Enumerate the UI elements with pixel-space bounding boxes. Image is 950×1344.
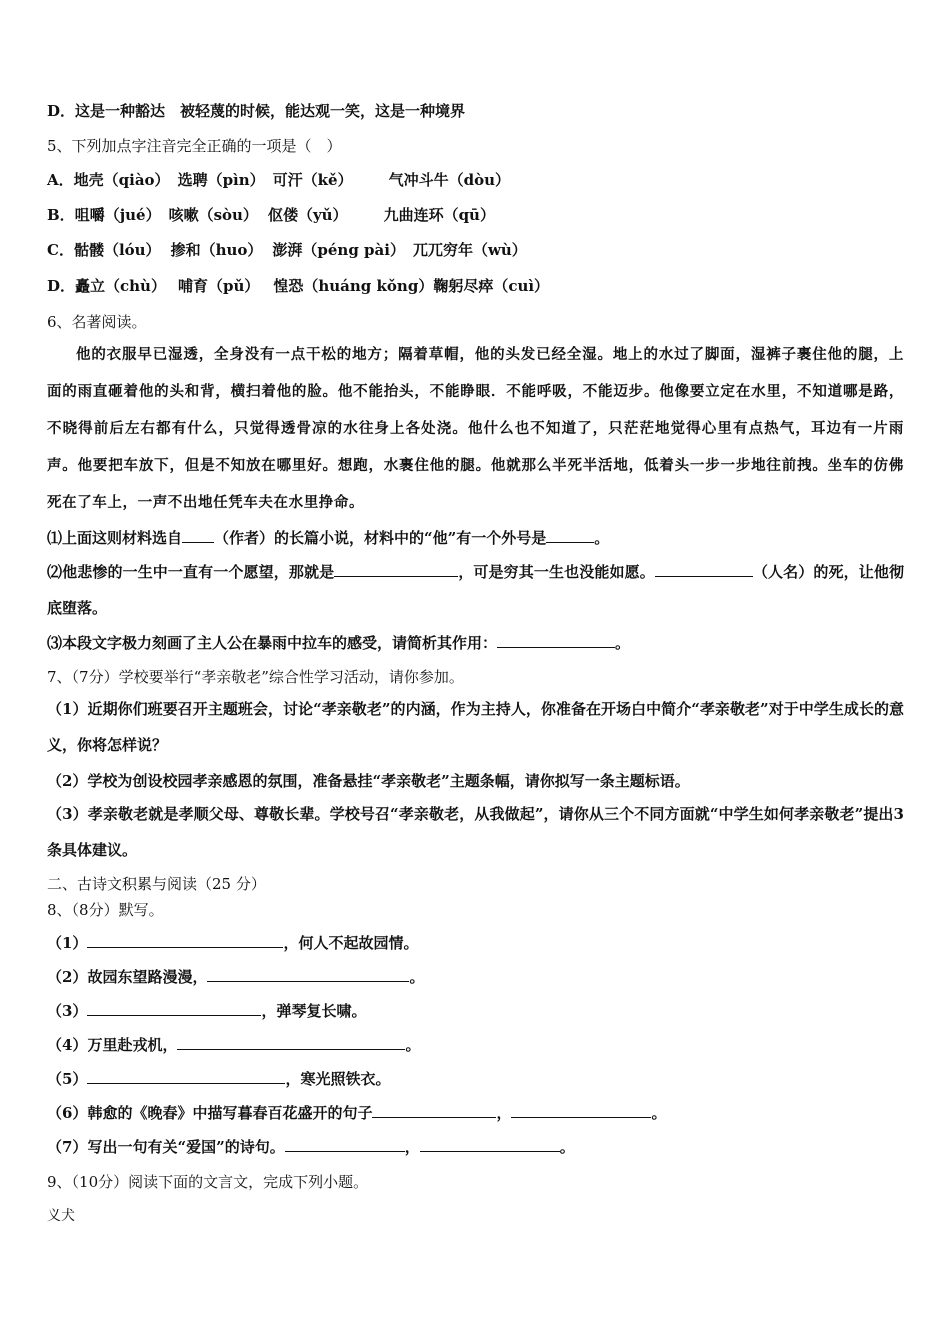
q6-sub3: ⑶本段文字极力刻画了主人公在暴雨中拉车的感受，请简析其作用： 。 [47, 634, 631, 652]
option-item: 矗立（chù） [75, 277, 166, 295]
q7-stem: 7、（7分）学校要举行“孝亲敬老”综合性学习活动，请你参加。 [47, 668, 464, 686]
option-item: 咳嗽（sòu） [168, 206, 258, 224]
option-item: 气冲斗牛（dòu） [388, 171, 510, 189]
q9-passage-title: 义犬 [47, 1208, 75, 1224]
q7-sub2: （2）学校为创设校园孝亲感恩的氛围，准备悬挂“孝亲敬老”主题条幅，请你拟写一条主题标语。 [47, 772, 690, 790]
option-letter: C． [47, 241, 74, 259]
option-item: 咀嚼（jué） [74, 206, 161, 224]
option-item: 伛偻（yǔ） [267, 206, 348, 224]
q9-stem: 9、（10分）阅读下面的文言文，完成下列小题。 [47, 1173, 369, 1191]
answer-blank[interactable] [372, 1103, 496, 1118]
option-item: 九曲连环（qū） [383, 206, 495, 224]
option-item: 地壳（qiào） [73, 171, 170, 189]
q8-line-3: （3） ，弹琴复长啸。 [47, 1002, 367, 1020]
answer-blank[interactable] [182, 528, 214, 543]
q5-option-a [47, 170, 510, 190]
answer-blank[interactable] [497, 633, 615, 648]
answer-blank[interactable] [285, 1137, 405, 1152]
q6-sub2: ⑵他悲惨的一生中一直有一个愿望，那就是 ，可是穷其一生也没能如愿。 （人名）的死，让他彻底堕落。 [47, 563, 904, 617]
q8-stem: 8、（8分）默写。 [47, 901, 164, 919]
q8-line-6: （6）韩愈的《晚春》中描写暮春百花盛开的句子 ， 。 [47, 1104, 667, 1122]
q8-line-5: （5） ，寒光照铁衣。 [47, 1070, 391, 1088]
answer-blank[interactable] [87, 1001, 261, 1016]
q5-stem: 5、下列加点字注音完全正确的一项是（ ） [47, 137, 342, 155]
answer-blank[interactable] [177, 1035, 405, 1050]
q8-line-1: （1） ，何人不起故园情。 [47, 934, 419, 952]
option-letter: D． [47, 277, 76, 295]
answer-blank[interactable] [87, 1069, 285, 1084]
option-item: 选聘（pìn） [177, 171, 265, 189]
section-title: 二、古诗文积累与阅读（25 分） [47, 875, 266, 893]
q4-option-d: D．这是一种豁达 被轻蔑的时候，能达观一笑，这是一种境界 [47, 102, 466, 120]
answer-blank[interactable] [334, 562, 458, 577]
q5-option-d [47, 276, 549, 296]
option-item: 澎湃（péng pài） [272, 241, 405, 259]
answer-blank[interactable] [87, 933, 283, 948]
option-item: 兀兀穷年（wù） [412, 241, 527, 259]
option-item: 可汗（kě） [272, 171, 353, 189]
answer-blank[interactable] [546, 528, 594, 543]
option-letter: B． [47, 206, 75, 224]
answer-blank[interactable] [511, 1103, 651, 1118]
q5-option-c [47, 240, 527, 260]
option-letter: A． [47, 171, 74, 189]
q7-sub3: （3）孝亲敬老就是孝顺父母、尊敬长辈。学校号召“孝亲敬老，从我做起”，请你从三个不同方面就“中学生如何孝亲敬老”提出3条具体建议。 [47, 805, 904, 859]
answer-blank[interactable] [655, 562, 753, 577]
q8-line-2: （2）故园东望路漫漫， 。 [47, 968, 425, 986]
q6-sub1: ⑴上面这则材料选自 （作者）的长篇小说，材料中的“他”有一个外号是 。 [47, 529, 610, 547]
option-item: 骷髅（lóu） [73, 241, 161, 259]
q6-stem: 6、名著阅读。 [47, 313, 147, 331]
q8-line-4: （4）万里赴戎机， 。 [47, 1036, 421, 1054]
option-item: 哺育（pǔ） [177, 277, 260, 295]
option-item: 掺和（huo） [170, 241, 263, 259]
option-item: 惶恐（huáng kǒng）鞠躬尽瘁（cuì） [273, 277, 550, 295]
q6-passage: 他的衣服早已湿透，全身没有一点干松的地方；隔着草帽，他的头发已经全湿。地上的水过了脚面，湿裤子裹住他的腿，上面的雨直砸着他的头和背，横扫着他的脸。他不能抬头，不能睁眼．不能呼吸，不能迈步。他像要立定在水里，不知道哪是路，不晓得前后左右都有什么，只觉得透骨凉的水往身上各处浇。他什么也不知道了，只茫茫地觉得心里有点热气，耳边有一片雨声。他要把车放下，但是不知放在哪里好。想跑，水裹住他的腿。他就那么半死半活地，低着头一步一步地往前拽。坐车的仿佛死在了车上，一声不出地任凭车夫在水里挣命。 [47, 346, 904, 511]
q7-sub1: （1）近期你们班要召开主题班会，讨论“孝亲敬老”的内涵，作为主持人，你准备在开场白中简介“孝亲敬老”对于中学生成长的意义，你将怎样说？ [47, 700, 904, 754]
q8-line-7: （7）写出一句有关“爱国”的诗句。 ， 。 [47, 1138, 575, 1156]
answer-blank[interactable] [420, 1137, 560, 1152]
answer-blank[interactable] [207, 967, 409, 982]
q5-option-b [47, 205, 495, 225]
